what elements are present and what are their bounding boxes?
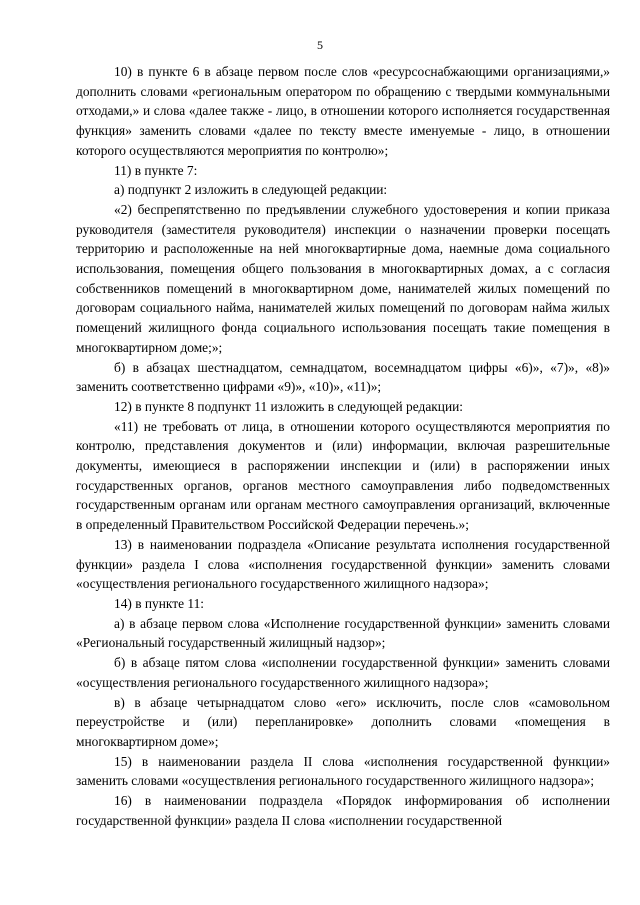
paragraph-item-14b: б) в абзаце пятом слова «исполнении государственной функции» заменить словами «осуществления регионального государственного жилищного надзора»;: [76, 655, 610, 690]
paragraph-item-15: 15) в наименовании раздела II слова «исполнения государственной функции» заменить словами «осуществления регионального государственного жилищного надзора»;: [76, 753, 610, 789]
paragraph-item-11a: а) подпункт 2 изложить в следующей редакции:: [114, 182, 388, 198]
paragraph-item-16: 16) в наименовании подраздела «Порядок информирования об исполнении государственной функции» раздела II слова «исполнении государственной: [76, 793, 610, 828]
paragraph-item-11: 11) в пункте 7:: [114, 162, 198, 178]
paragraph-item-12: 12) в пункте 8 подпункт 11 изложить в следующей редакции:: [114, 398, 464, 414]
paragraph-item-11b: б) в абзацах шестнадцатом, семнадцатом, восемнадцатом цифры «6)», «7)», «8)» заменить соответственно цифрами «9)», «10)», «11)»;: [76, 359, 610, 395]
paragraph-item-10: 10) в пункте 6 в абзаце первом после слов «ресурсоснабжающими организациями,» дополнить словами «региональным оператором по обращению с твердыми коммунальными отходами,» и слова «далее также - лицо, в отношении которого исполняется государственная функция» заменить словами «далее по тексту вместе именуемые - лицо, в отношении которого осуществляются мероприятия по контролю»;: [76, 64, 610, 158]
document-body: [76, 62, 610, 830]
paragraph-item-13: 13) в наименовании подраздела «Описание результата исполнения государственной функции» раздела I слова «исполнения государственной функции» заменить словами «осуществления регионального государственного жилищного надзора»;: [76, 536, 610, 592]
paragraph-item-11a-text: «2) беспрепятственно по предъявлении служебного удостоверения и копии приказа руководителя (заместителя руководителя) инспекции о назначении проверки посещать территорию и расположенные на ней многоквартирные дома, наемные дома социального использования, помещения общего пользования в многоквартирных домах, а с согласия собственников помещений в многоквартирном доме, нанимателей жилых помещений по договорам социального найма, нанимателей жилых помещений по договорам найма жилых помещений жилищного фонда социального использования посещать такие помещения в многоквартирном доме;»;: [76, 201, 610, 355]
paragraph-item-14: 14) в пункте 11:: [114, 595, 204, 611]
paragraph-item-14c: в) в абзаце четырнадцатом слово «его» исключить, после слов «самовольном переустройстве и (или) перепланировке» дополнить словами «помещения в многоквартирном доме»;: [76, 694, 610, 749]
paragraph-item-12-text: «11) не требовать от лица, в отношении которого осуществляются мероприятия по контролю, представления документов и (или) информации, включая разрешительные документы, имеющиеся в распоряжении инспекции и (или) в распоряжении иных государственных органов, органов местного самоуправления либо подведомственных государственным органам или органам местного самоуправления организаций, включенные в определенный Правительством Российской Федерации перечень.»;: [76, 418, 610, 533]
paragraph-item-14a: а) в абзаце первом слова «Исполнение государственной функции» заменить словами «Региональный государственный жилищный надзор»;: [76, 615, 610, 651]
page-number: 5: [317, 38, 323, 52]
